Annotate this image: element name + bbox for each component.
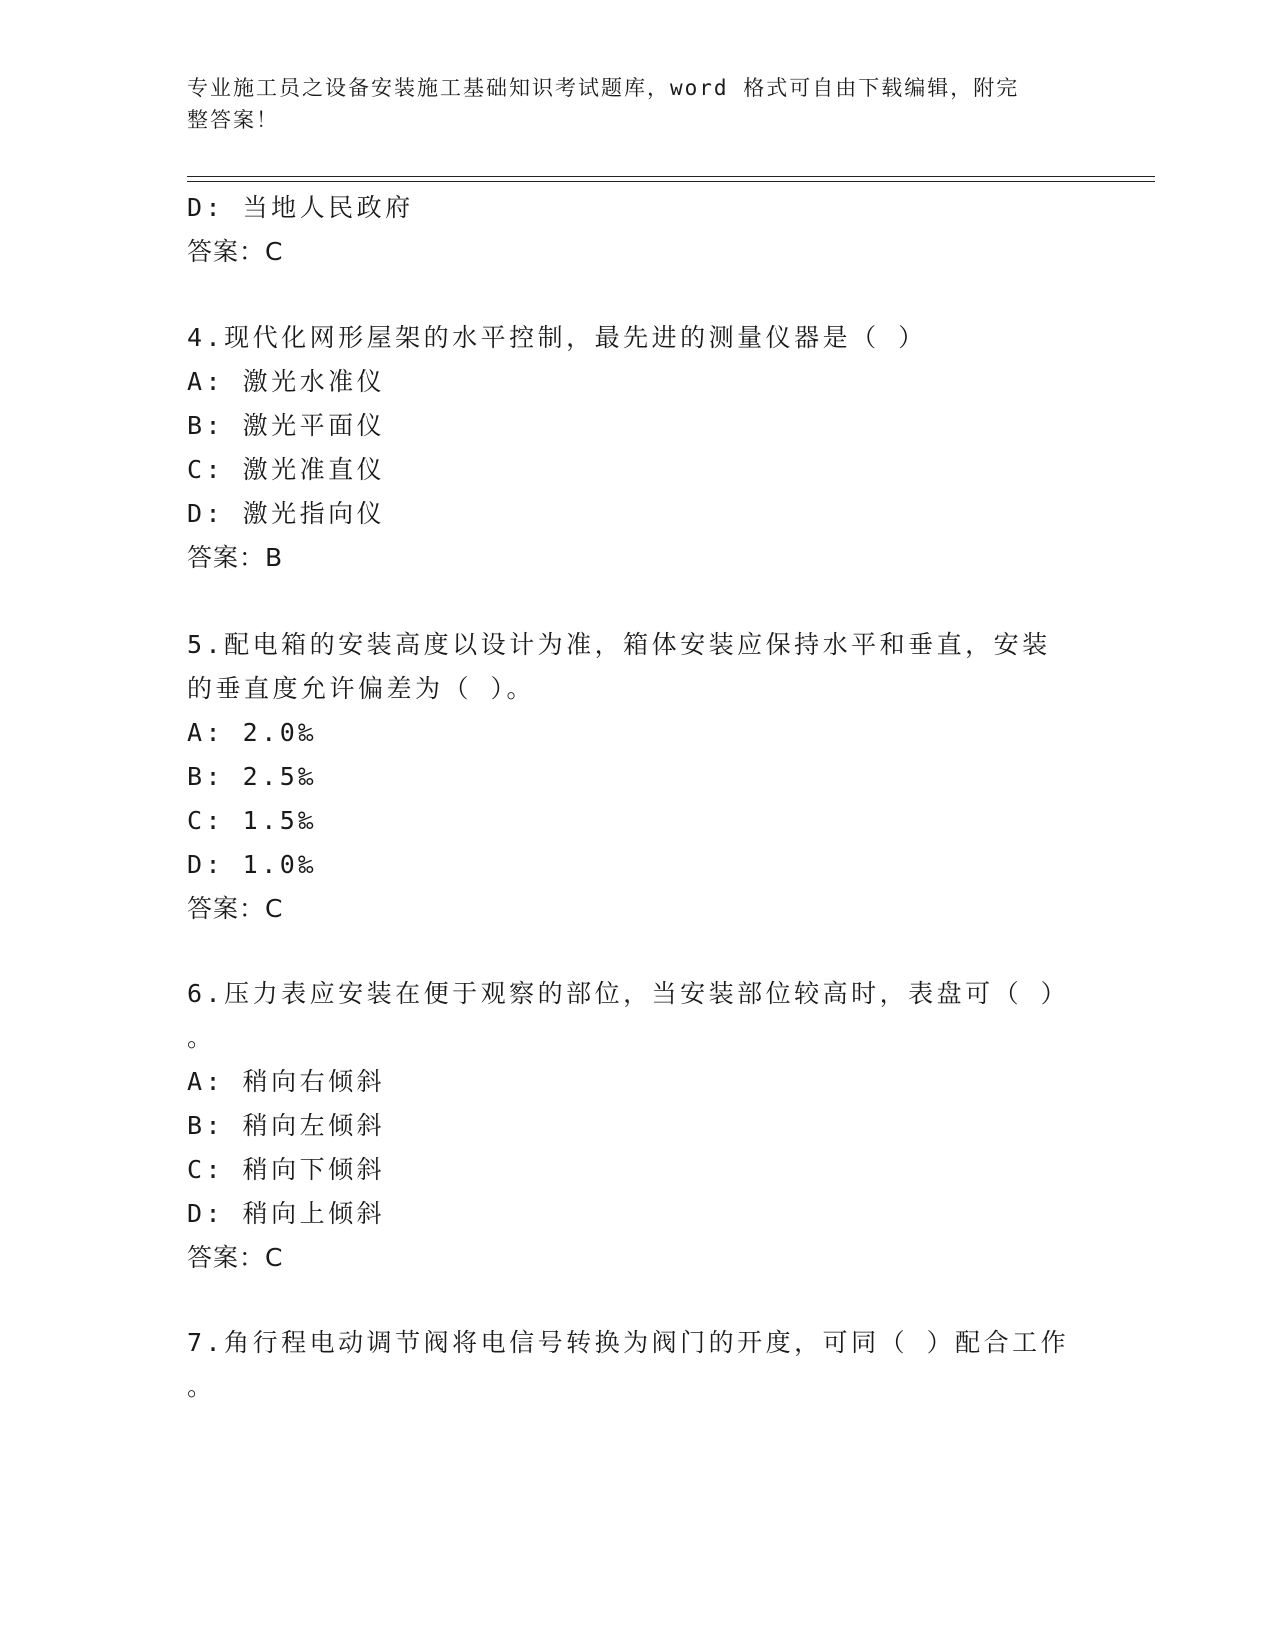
option-b-q6: B: 稍向左倾斜 xyxy=(187,1111,386,1140)
header-rule-bottom xyxy=(187,181,1155,182)
question-7-line-1: 7.角行程电动调节阀将电信号转换为阀门的开度，可同（ ）配合工作 xyxy=(187,1328,1070,1357)
option-c-q4: C: 激光准直仪 xyxy=(187,455,386,484)
question-6-line-2: 。 xyxy=(187,1023,216,1052)
option-c-q6: C: 稍向下倾斜 xyxy=(187,1155,386,1184)
option-a-q6: A: 稍向右倾斜 xyxy=(187,1067,386,1096)
option-d-q5: D: 1.0‰ xyxy=(187,850,317,879)
answer-q6: 答案：C xyxy=(187,1243,284,1272)
option-d-q3: D: 当地人民政府 xyxy=(187,193,414,222)
option-b-q5: B: 2.5‰ xyxy=(187,762,317,791)
option-d-q6: D: 稍向上倾斜 xyxy=(187,1199,386,1228)
answer-q5: 答案：C xyxy=(187,894,284,923)
option-c-q5: C: 1.5‰ xyxy=(187,806,317,835)
option-b-q4: B: 激光平面仪 xyxy=(187,411,386,440)
question-5-line-2: 的垂直度允许偏差为（ ）。 xyxy=(187,674,536,703)
option-a-q5: A: 2.0‰ xyxy=(187,718,317,747)
question-4: 4.现代化网形屋架的水平控制，最先进的测量仪器是（ ） xyxy=(187,323,927,352)
question-5-line-1: 5.配电箱的安装高度以设计为准，箱体安装应保持水平和垂直，安装 xyxy=(187,630,1051,659)
header-rule-top xyxy=(187,176,1155,177)
option-a-q4: A: 激光水准仪 xyxy=(187,367,386,396)
answer-q3: 答案：C xyxy=(187,237,284,266)
option-d-q4: D: 激光指向仪 xyxy=(187,499,386,528)
header-line-1: 专业施工员之设备安装施工基础知识考试题库，word 格式可自由下载编辑，附完 xyxy=(187,76,1020,100)
question-6-line-1: 6.压力表应安装在便于观察的部位，当安装部位较高时，表盘可（ ） xyxy=(187,979,1070,1008)
question-7-line-2: 。 xyxy=(187,1372,216,1401)
header-line-2: 整答案！ xyxy=(187,108,279,132)
answer-q4: 答案：B xyxy=(187,543,284,572)
document-header xyxy=(187,72,1067,136)
